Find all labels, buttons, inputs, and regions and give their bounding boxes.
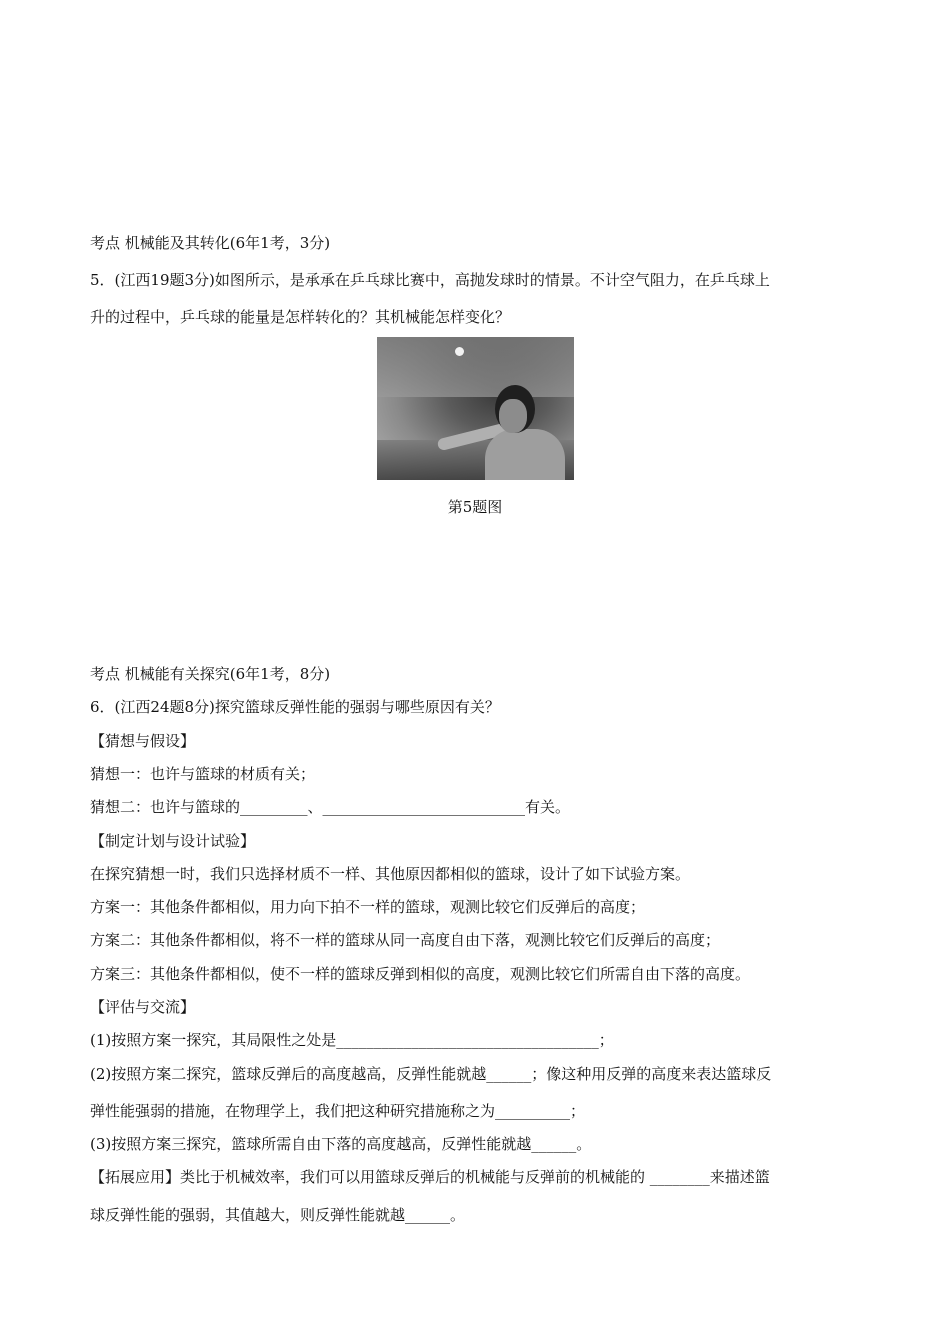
- section-heading-mechanical-energy: 考点 机械能及其转化(6年1考，3分): [90, 234, 331, 252]
- plan-1: 方案一：其他条件都相似，用力向下拍不一样的篮球，观测比较它们反弹后的高度；: [90, 898, 646, 916]
- extension-line-2: 球反弹性能的强弱，其值越大，则反弹性能就越______。: [90, 1206, 466, 1224]
- extension-line-1: 【拓展应用】类比于机械效率，我们可以用篮球反弹后的机械能与反弹前的机械能的 ________来描述篮: [90, 1168, 770, 1186]
- question-5-line-2: 升的过程中，乒乓球的能量是怎样转化的？其机械能怎样变化？: [90, 308, 511, 326]
- heading-plan: 【制定计划与设计试验】: [90, 832, 256, 850]
- heading-evaluation: 【评估与交流】: [90, 998, 196, 1016]
- hypothesis-1: 猜想一：也许与篮球的材质有关；: [90, 765, 316, 783]
- hypothesis-2: 猜想二：也许与篮球的_________、___________________________有关。: [90, 798, 571, 816]
- figure-caption: 第5题图: [447, 498, 503, 516]
- plan-intro: 在探究猜想一时，我们只选择材质不一样、其他原因都相似的篮球，设计了如下试验方案。: [90, 865, 691, 883]
- question-5-line-1: 5．(江西19题3分)如图所示，是承承在乒乓球比赛中，高抛发球时的情景。不计空气阻力，在乒乓球上: [90, 271, 770, 289]
- heading-hypothesis: 【猜想与假设】: [90, 732, 196, 750]
- evaluation-1: (1)按照方案一探究，其局限性之处是___________________________________；: [90, 1031, 614, 1049]
- section-heading-inquiry: 考点 机械能有关探究(6年1考，8分): [90, 665, 331, 683]
- plan-2: 方案二：其他条件都相似，将不一样的篮球从同一高度自由下落，观测比较它们反弹后的高度；: [90, 931, 721, 949]
- plan-3: 方案三：其他条件都相似，使不一样的篮球反弹到相似的高度，观测比较它们所需自由下落的高度。: [90, 965, 751, 983]
- evaluation-2-line-2: 弹性能强弱的措施，在物理学上，我们把这种研究措施称之为__________；: [90, 1102, 586, 1120]
- evaluation-2-line-1: (2)按照方案二探究，篮球反弹后的高度越高，反弹性能就越______；像这种用反弹的高度来表达篮球反: [90, 1065, 772, 1083]
- evaluation-3: (3)按照方案三探究，篮球所需自由下落的高度越高，反弹性能就越______。: [90, 1135, 592, 1153]
- ping-pong-ball-icon: [455, 347, 464, 356]
- question-6-intro: 6．(江西24题8分)探究篮球反弹性能的强弱与哪些原因有关？: [90, 698, 500, 716]
- table-tennis-photo: [377, 337, 574, 480]
